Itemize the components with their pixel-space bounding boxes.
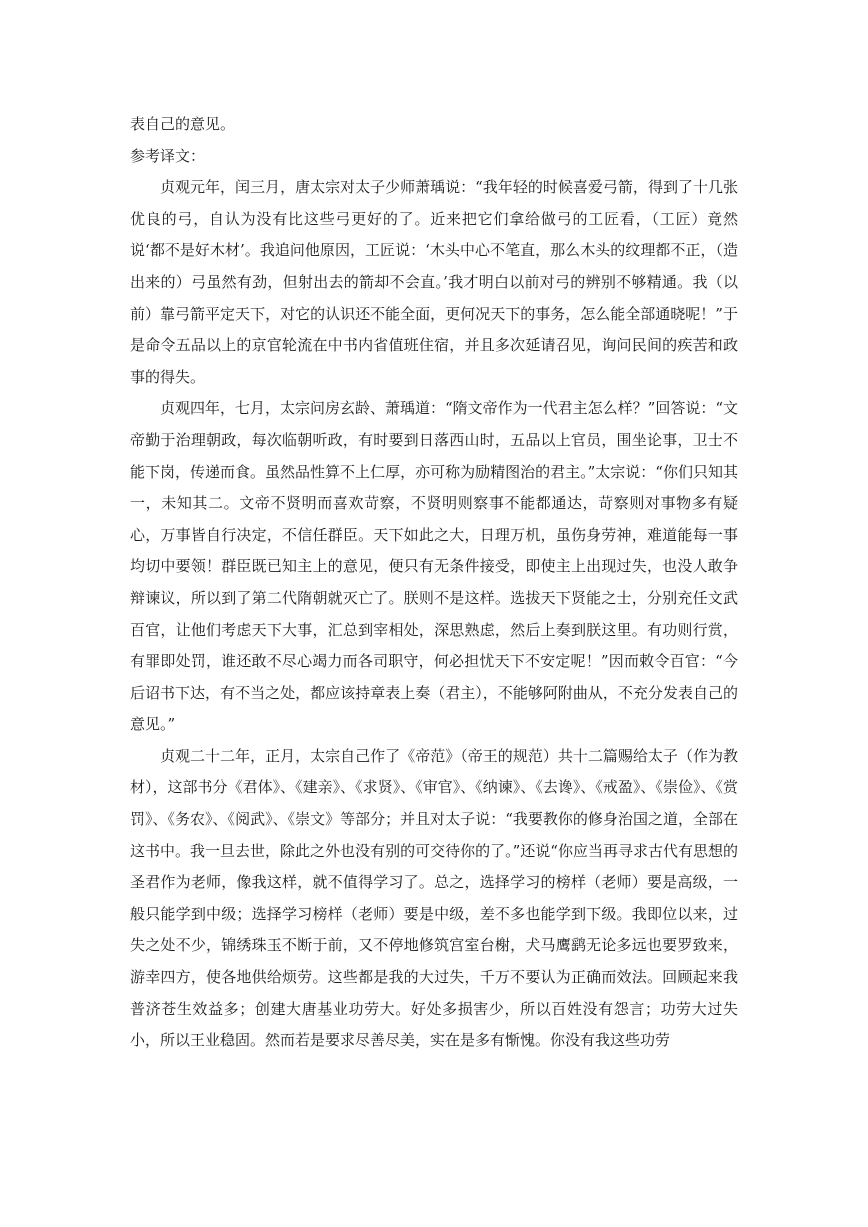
document-page (130, 109, 738, 1057)
lead-line: 表自己的意见。 (130, 115, 236, 133)
paragraph-zhenguan-first-year: 贞观元年，闰三月，唐太宗对太子少师萧瑀说：“我年轻的时候喜爱弓箭，得到了十几张优良的弓，自认为没有比这些弓更好的了。近来把它们拿给做弓的工匠看，（工匠）竟然说‘都不是好木材’。我追问他原因，工匠说：‘木头中心不笔直，那么木头的纹理都不正，（造出来的）弓虽然有劲，但射出去的箭却不会直。’我才明白以前对弓的辨别不够精通。我（以前）靠弓箭平定天下，对它的认识还不能全面，更何况天下的事务，怎么能全部通晓呢！”于是命令五品以上的京官轮流在中书内省值班住宿，并且多次延请召见，询问民间的疾苦和政事的得失。 (130, 178, 738, 386)
paragraph-zhenguan-twenty-second-year: 贞观二十二年，正月，太宗自己作了《帝范》（帝王的规范）共十二篇赐给太子（作为教材），这部书分《君体》、《建亲》、《求贤》、《审官》、《纳谏》、《去谗》、《戒盈》、《崇俭》、《赏罚》、《务农》、《阅武》、《崇文》等部分；并且对太子说：“我要教你的修身治国之道，全部在这书中。我一旦去世，除此之外也没有别的可交待你的了。”还说“你应当再寻求古代有思想的圣君作为老师，像我这样，就不值得学习了。总之，选择学习的榜样（老师）要是高级，一般只能学到中级；选择学习榜样（老师）要是中级，差不多也能学到下级。我即位以来，过失之处不少，锦绣珠玉不断于前，又不停地修筑宫室台榭，犬马鹰鹞无论多远也要罗致来，游幸四方，使各地供给烦劳。这些都是我的大过失，千万不要认为正确而效法。回顾起来我普济苍生效益多；创建大唐基业功劳大。好处多损害少，所以百姓没有怨言；功劳大过失小，所以王业稳固。然而若是要求尽善尽美，实在是多有惭愧。你没有我这些功劳 (130, 746, 738, 1050)
paragraph-zhenguan-fourth-year: 贞观四年，七月，太宗问房玄龄、萧瑀道：“隋文帝作为一代君主怎么样？”回答说：“文帝勤于治理朝政，每次临朝听政，有时要到日落西山时，五品以上官员，围坐论事，卫士不能下岗，传递而食。虽然品性算不上仁厚，亦可称为励精图治的君主。”太宗说：“你们只知其一，未知其二。文帝不贤明而喜欢苛察，不贤明则察事不能都通达，苛察则对事物多有疑心，万事皆自行决定，不信任群臣。天下如此之大，日理万机，虽伤身劳神，难道能每一事均切中要领！群臣既已知主上的意见，便只有无条件接受，即使主上出现过失，也没人敢争辩谏议，所以到了第二代隋朝就灭亡了。朕则不是这样。选拔天下贤能之士，分别充任文武百官，让他们考虑天下大事，汇总到宰相处，深思熟虑，然后上奏到朕这里。有功则行赏，有罪即处罚，谁还敢不尽心竭力而各司职守，何必担忧天下不安定呢！”因而敕令百官：“今后诏书下达，有不当之处，都应该持章表上奏（君主），不能够阿附曲从，不充分发表自己的意见。” (130, 399, 739, 734)
section-heading: 参考译文： (130, 146, 206, 165)
